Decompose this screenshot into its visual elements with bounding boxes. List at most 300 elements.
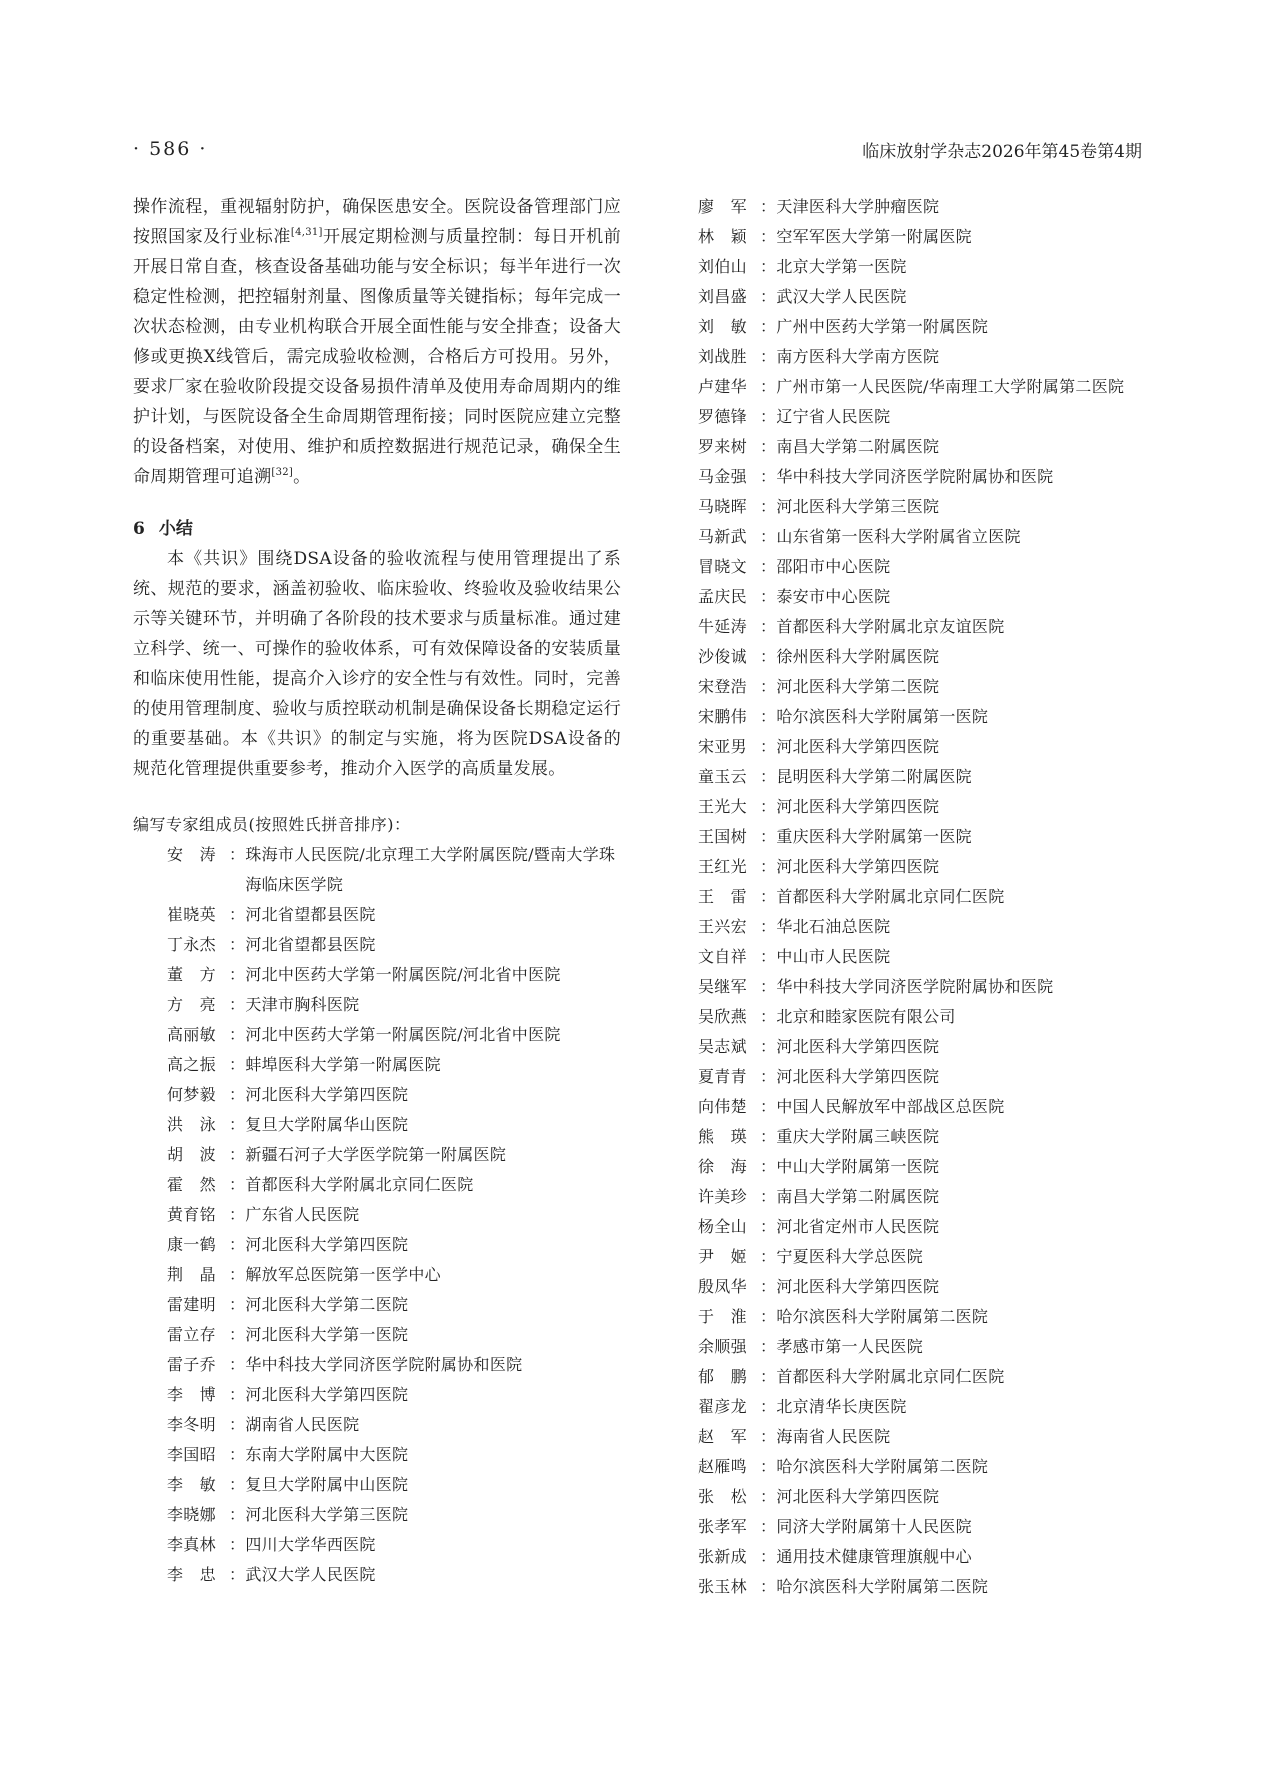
separator: ： — [760, 377, 777, 396]
expert-entry — [167, 1110, 621, 1140]
expert-institution: 蚌埠医科大学第一附属医院 — [245, 1055, 441, 1074]
separator: ： — [760, 887, 777, 906]
expert-name: 洪 泳 — [167, 1115, 216, 1134]
expert-name: 何梦毅 — [167, 1085, 216, 1104]
expert-institution: 广州中医药大学第一附属医院 — [776, 317, 989, 336]
separator: ： — [229, 1415, 246, 1434]
right-column — [698, 192, 1146, 1602]
expert-institution: 解放军总医院第一医学中心 — [245, 1265, 441, 1284]
expert-entry — [698, 792, 1146, 822]
expert-institution: 河北省望都县医院 — [245, 905, 376, 924]
expert-institution: 河北中医药大学第一附属医院/河北省中医院 — [245, 965, 561, 984]
separator: ： — [760, 527, 777, 546]
expert-name: 张玉林 — [698, 1577, 747, 1596]
expert-name: 吴志斌 — [698, 1037, 747, 1056]
separator: ： — [760, 257, 777, 276]
expert-name: 马新武 — [698, 527, 747, 546]
expert-institution: 河北医科大学第三医院 — [776, 497, 940, 516]
expert-entry — [698, 522, 1146, 552]
expert-institution: 北京和睦家医院有限公司 — [776, 1007, 956, 1026]
section-title: 小结 — [158, 519, 193, 539]
expert-entry — [698, 1572, 1146, 1602]
expert-entry — [167, 1050, 621, 1080]
expert-entry — [698, 1362, 1146, 1392]
separator: ： — [229, 845, 246, 864]
expert-name: 宋登浩 — [698, 677, 747, 696]
expert-entry — [698, 432, 1146, 462]
expert-name: 殷凤华 — [698, 1277, 747, 1296]
expert-entry — [698, 192, 1146, 222]
expert-institution: 武汉大学人民医院 — [245, 1565, 376, 1584]
expert-name: 丁永杰 — [167, 935, 216, 954]
separator: ： — [760, 1577, 777, 1596]
expert-institution: 新疆石河子大学医学院第一附属医院 — [245, 1145, 507, 1164]
expert-institution: 首都医科大学附属北京同仁医院 — [776, 1367, 1005, 1386]
expert-institution: 哈尔滨医科大学附属第一医院 — [776, 707, 989, 726]
expert-entry — [167, 1440, 621, 1470]
expert-entry — [698, 342, 1146, 372]
expert-name: 郁 鹏 — [698, 1367, 747, 1386]
expert-name: 宋鹏伟 — [698, 707, 747, 726]
expert-institution: 河北省望都县医院 — [245, 935, 376, 954]
expert-entry — [167, 1200, 621, 1230]
expert-institution: 泰安市中心医院 — [776, 587, 891, 606]
expert-entry — [698, 762, 1146, 792]
expert-entry — [167, 1020, 621, 1050]
separator: ： — [229, 1355, 246, 1374]
expert-entry — [167, 1140, 621, 1170]
separator: ： — [229, 1145, 246, 1164]
separator: ： — [760, 317, 777, 336]
expert-name: 黄育铭 — [167, 1205, 216, 1224]
expert-entry — [698, 402, 1146, 432]
expert-entry — [698, 912, 1146, 942]
expert-name: 雷建明 — [167, 1295, 216, 1314]
separator: ： — [760, 1037, 777, 1056]
paragraph-text: 操作流程，重视辐射防护，确保医患安全。医院设备管理部门应按照国家及行业标准 — [133, 197, 621, 247]
separator: ： — [760, 707, 777, 726]
expert-name: 张新成 — [698, 1547, 747, 1566]
expert-institution: 通用技术健康管理旗舰中心 — [776, 1547, 972, 1566]
expert-institution: 邵阳市中心医院 — [776, 557, 891, 576]
paragraph-summary: 本《共识》围绕DSA设备的验收流程与使用管理提出了系统、规范的要求，涵盖初验收、临床验收、终验收及验收结果公示等关键环节，并明确了各阶段的技术要求与质量标准。通过建立科学、统一、可操作的验收体系，可有效保障设备的安装质量和临床使用性能，提高介入诊疗的安全性与有效性。同时，完善的使用管理制度、验收与质控联动机制是确保设备长期稳定运行的重要基础。本《共识》的制定与实施，将为医院DSA设备的规范化管理提供重要参考，推动介入医学的高质量发展。 — [133, 549, 621, 779]
expert-entry — [167, 900, 621, 930]
expert-entry — [167, 1530, 621, 1560]
expert-institution: 海南省人民医院 — [776, 1427, 891, 1446]
expert-entry — [167, 990, 621, 1020]
separator: ： — [760, 677, 777, 696]
expert-name: 徐 海 — [698, 1157, 747, 1176]
separator: ： — [760, 1487, 777, 1506]
expert-entry — [698, 1122, 1146, 1152]
expert-institution: 山东省第一医科大学附属省立医院 — [776, 527, 1021, 546]
expert-name: 罗来树 — [698, 437, 747, 456]
expert-institution: 河北医科大学第四医院 — [245, 1085, 409, 1104]
expert-name: 罗德锋 — [698, 407, 747, 426]
separator: ： — [229, 1385, 246, 1404]
expert-name: 高丽敏 — [167, 1025, 216, 1044]
expert-institution: 华中科技大学同济医学院附属协和医院 — [776, 467, 1054, 486]
expert-name: 童玉云 — [698, 767, 747, 786]
expert-institution: 华北石油总医院 — [776, 917, 891, 936]
expert-entry — [698, 1062, 1146, 1092]
expert-name: 康一鹤 — [167, 1235, 216, 1254]
expert-entry — [167, 1170, 621, 1200]
separator: ： — [760, 1367, 777, 1386]
separator: ： — [229, 1115, 246, 1134]
expert-institution: 中山大学附属第一医院 — [776, 1157, 940, 1176]
expert-name: 李冬明 — [167, 1415, 216, 1434]
expert-entry — [698, 1542, 1146, 1572]
expert-entry — [167, 840, 621, 900]
expert-institution: 武汉大学人民医院 — [776, 287, 907, 306]
expert-entry — [698, 1212, 1146, 1242]
expert-institution: 首都医科大学附属北京同仁医院 — [245, 1175, 474, 1194]
expert-institution: 河北医科大学第四医院 — [776, 1067, 940, 1086]
expert-entry — [167, 1260, 621, 1290]
expert-institution: 空军军医大学第一附属医院 — [776, 227, 972, 246]
separator: ： — [760, 797, 777, 816]
separator: ： — [229, 1025, 246, 1044]
expert-institution: 北京大学第一医院 — [776, 257, 907, 276]
expert-institution: 重庆大学附属三峡医院 — [776, 1127, 940, 1146]
expert-name: 安 涛 — [167, 845, 216, 864]
separator: ： — [760, 857, 777, 876]
expert-entry — [698, 312, 1146, 342]
expert-institution: 河北医科大学第四医院 — [245, 1385, 409, 1404]
expert-institution: 孝感市第一人民医院 — [776, 1337, 924, 1356]
separator: ： — [760, 1337, 777, 1356]
expert-entry — [167, 1410, 621, 1440]
expert-institution: 辽宁省人民医院 — [776, 407, 891, 426]
expert-name: 牛延涛 — [698, 617, 747, 636]
expert-entry — [698, 612, 1146, 642]
expert-name: 许美珍 — [698, 1187, 747, 1206]
separator: ： — [760, 197, 777, 216]
expert-entry — [167, 1350, 621, 1380]
expert-entry — [167, 1470, 621, 1500]
expert-entry — [698, 1272, 1146, 1302]
expert-entry — [167, 1290, 621, 1320]
expert-list-right — [698, 192, 1146, 1602]
expert-name: 王光大 — [698, 797, 747, 816]
separator: ： — [760, 1157, 777, 1176]
expert-institution: 珠海市人民医院/北京理工大学附属医院/暨南大学珠海临床医学院 — [245, 845, 616, 894]
expert-name: 廖 军 — [698, 197, 747, 216]
expert-entry — [698, 582, 1146, 612]
expert-entry — [167, 1320, 621, 1350]
paragraph-text: 开展定期检测与质量控制：每日开机前开展日常自查，核查设备基础功能与安全标识；每半年进行一次稳定性检测，把控辐射剂量、图像质量等关键指标；每年完成一次状态检测，由专业机构联合开展全面性能与安全排查；设备大修或更换X线管后，需完成验收检测，合格后方可投用。另外，要求厂家在验收阶段提交设备易损件清单及使用寿命周期内的维护计划，与医院设备全生命周期管理衔接；同时医院应建立完整的设备档案，对使用、维护和质控数据进行规范记录，确保全生命周期管理可追溯 — [133, 227, 621, 487]
expert-institution: 南方医科大学南方医院 — [776, 347, 940, 366]
expert-entry — [698, 552, 1146, 582]
expert-institution: 哈尔滨医科大学附属第二医院 — [776, 1577, 989, 1596]
section-heading — [133, 514, 621, 544]
expert-entry — [167, 1080, 621, 1110]
separator: ： — [760, 1307, 777, 1326]
expert-institution: 华中科技大学同济医学院附属协和医院 — [776, 977, 1054, 996]
separator: ： — [229, 1445, 246, 1464]
expert-name: 于 淮 — [698, 1307, 747, 1326]
expert-institution: 河北医科大学第四医院 — [776, 737, 940, 756]
expert-name: 胡 波 — [167, 1145, 216, 1164]
separator: ： — [760, 647, 777, 666]
expert-entry — [698, 1302, 1146, 1332]
separator: ： — [229, 1535, 246, 1554]
expert-entry — [698, 1182, 1146, 1212]
expert-entry — [167, 1500, 621, 1530]
expert-entry — [698, 222, 1146, 252]
expert-name: 王红光 — [698, 857, 747, 876]
separator: ： — [760, 587, 777, 606]
expert-name: 张孝军 — [698, 1517, 747, 1536]
expert-name: 李 忠 — [167, 1565, 216, 1584]
separator: ： — [760, 287, 777, 306]
expert-name: 高之振 — [167, 1055, 216, 1074]
paragraph-text: 。 — [293, 467, 311, 487]
expert-entry — [167, 1560, 621, 1590]
separator: ： — [760, 1007, 777, 1026]
expert-entry — [698, 372, 1146, 402]
expert-name: 翟彦龙 — [698, 1397, 747, 1416]
expert-name: 余顺强 — [698, 1337, 747, 1356]
expert-name: 李真林 — [167, 1535, 216, 1554]
separator: ： — [760, 407, 777, 426]
expert-name: 夏青青 — [698, 1067, 747, 1086]
expert-institution: 徐州医科大学附属医院 — [776, 647, 940, 666]
paragraph-equipment-management — [133, 192, 621, 492]
expert-entry — [698, 942, 1146, 972]
expert-entry — [167, 930, 621, 960]
expert-institution: 天津市胸科医院 — [245, 995, 360, 1014]
journal-title: 临床放射学杂志2026年第45卷第4期 — [862, 142, 1142, 162]
separator: ： — [760, 1517, 777, 1536]
expert-institution: 哈尔滨医科大学附属第二医院 — [776, 1457, 989, 1476]
expert-name: 尹 姬 — [698, 1247, 747, 1266]
expert-institution: 河北医科大学第四医院 — [776, 1277, 940, 1296]
expert-institution: 东南大学附属中大医院 — [245, 1445, 409, 1464]
expert-institution: 首都医科大学附属北京友谊医院 — [776, 617, 1005, 636]
expert-name: 杨全山 — [698, 1217, 747, 1236]
expert-entry — [698, 492, 1146, 522]
separator: ： — [229, 1565, 246, 1584]
expert-name: 方 亮 — [167, 995, 216, 1014]
expert-institution: 重庆医科大学附属第一医院 — [776, 827, 972, 846]
separator: ： — [760, 497, 777, 516]
separator: ： — [229, 935, 246, 954]
expert-name: 雷立存 — [167, 1325, 216, 1344]
expert-institution: 南昌大学第二附属医院 — [776, 1187, 940, 1206]
expert-institution: 四川大学华西医院 — [245, 1535, 376, 1554]
expert-institution: 河北医科大学第二医院 — [776, 677, 940, 696]
expert-name: 刘伯山 — [698, 257, 747, 276]
expert-name: 刘 敏 — [698, 317, 747, 336]
separator: ： — [229, 965, 246, 984]
separator: ： — [760, 347, 777, 366]
expert-name: 董 方 — [167, 965, 216, 984]
page-number: · 586 · — [133, 138, 208, 160]
expert-entry — [167, 1380, 621, 1410]
separator: ： — [760, 1067, 777, 1086]
expert-institution: 河北医科大学第三医院 — [245, 1505, 409, 1524]
expert-name: 文自祥 — [698, 947, 747, 966]
separator: ： — [760, 617, 777, 636]
separator: ： — [229, 905, 246, 924]
expert-entry — [698, 1332, 1146, 1362]
expert-entry — [698, 702, 1146, 732]
expert-institution: 广东省人民医院 — [245, 1205, 360, 1224]
separator: ： — [760, 767, 777, 786]
expert-institution: 湖南省人民医院 — [245, 1415, 360, 1434]
left-column — [133, 192, 621, 1590]
separator: ： — [229, 1205, 246, 1224]
expert-name: 吴欣燕 — [698, 1007, 747, 1026]
expert-entry — [698, 1392, 1146, 1422]
separator: ： — [760, 1247, 777, 1266]
expert-name: 李 敏 — [167, 1475, 216, 1494]
separator: ： — [760, 1397, 777, 1416]
expert-name: 赵 军 — [698, 1427, 747, 1446]
separator: ： — [760, 1217, 777, 1236]
expert-entry — [698, 252, 1146, 282]
separator: ： — [760, 227, 777, 246]
expert-name: 赵雁鸣 — [698, 1457, 747, 1476]
expert-name: 霍 然 — [167, 1175, 216, 1194]
separator: ： — [760, 557, 777, 576]
section-number: 6 — [133, 519, 145, 539]
expert-entry — [698, 882, 1146, 912]
expert-name: 雷子乔 — [167, 1355, 216, 1374]
expert-entry — [698, 1032, 1146, 1062]
expert-name: 熊 瑛 — [698, 1127, 747, 1146]
expert-institution: 河北省定州市人民医院 — [776, 1217, 940, 1236]
expert-name: 李国昭 — [167, 1445, 216, 1464]
expert-institution: 河北医科大学第四医院 — [776, 797, 940, 816]
separator: ： — [760, 1427, 777, 1446]
experts-list-title: 编写专家组成员(按照姓氏拼音排序)： — [133, 815, 411, 834]
expert-institution: 哈尔滨医科大学附属第二医院 — [776, 1307, 989, 1326]
expert-entry — [167, 960, 621, 990]
separator: ： — [229, 1295, 246, 1314]
expert-institution: 河北医科大学第四医院 — [776, 1037, 940, 1056]
expert-institution: 复旦大学附属华山医院 — [245, 1115, 409, 1134]
separator: ： — [760, 437, 777, 456]
separator: ： — [229, 1085, 246, 1104]
expert-entry — [167, 1230, 621, 1260]
expert-institution: 南昌大学第二附属医院 — [776, 437, 940, 456]
expert-institution: 河北医科大学第四医院 — [776, 1487, 940, 1506]
separator: ： — [229, 1505, 246, 1524]
expert-entry — [698, 282, 1146, 312]
separator: ： — [229, 1235, 246, 1254]
expert-institution: 河北医科大学第四医院 — [245, 1235, 409, 1254]
expert-institution: 首都医科大学附属北京同仁医院 — [776, 887, 1005, 906]
expert-entry — [698, 462, 1146, 492]
expert-name: 李 博 — [167, 1385, 216, 1404]
expert-entry — [698, 732, 1146, 762]
separator: ： — [760, 737, 777, 756]
expert-name: 崔晓英 — [167, 905, 216, 924]
citation-ref[interactable]: [4,31] — [290, 227, 323, 238]
expert-institution: 广州市第一人民医院/华南理工大学附属第二医院 — [776, 377, 1125, 396]
expert-entry — [698, 852, 1146, 882]
expert-name: 宋亚男 — [698, 737, 747, 756]
expert-name: 马金强 — [698, 467, 747, 486]
expert-name: 张 松 — [698, 1487, 747, 1506]
expert-institution: 昆明医科大学第二附属医院 — [776, 767, 972, 786]
separator: ： — [229, 1265, 246, 1284]
expert-name: 王国树 — [698, 827, 747, 846]
expert-name: 马晓晖 — [698, 497, 747, 516]
expert-entry — [698, 1512, 1146, 1542]
expert-entry — [698, 1482, 1146, 1512]
expert-entry — [698, 1152, 1146, 1182]
expert-entry — [698, 1242, 1146, 1272]
separator: ： — [760, 1277, 777, 1296]
expert-institution: 同济大学附属第十人民医院 — [776, 1517, 972, 1536]
expert-institution: 河北医科大学第一医院 — [245, 1325, 409, 1344]
separator: ： — [760, 467, 777, 486]
separator: ： — [760, 977, 777, 996]
separator: ： — [229, 1055, 246, 1074]
expert-name: 刘战胜 — [698, 347, 747, 366]
expert-name: 卢建华 — [698, 377, 747, 396]
expert-institution: 华中科技大学同济医学院附属协和医院 — [245, 1355, 523, 1374]
separator: ： — [760, 1457, 777, 1476]
expert-institution: 复旦大学附属中山医院 — [245, 1475, 409, 1494]
expert-entry — [698, 822, 1146, 852]
separator: ： — [229, 1325, 246, 1344]
expert-name: 荆 晶 — [167, 1265, 216, 1284]
expert-entry — [698, 642, 1146, 672]
expert-name: 刘昌盛 — [698, 287, 747, 306]
separator: ： — [760, 917, 777, 936]
expert-institution: 中国人民解放军中部战区总医院 — [776, 1097, 1005, 1116]
expert-institution: 天津医科大学肿瘤医院 — [776, 197, 940, 216]
expert-name: 吴继军 — [698, 977, 747, 996]
separator: ： — [229, 1175, 246, 1194]
expert-institution: 河北医科大学第四医院 — [776, 857, 940, 876]
expert-institution: 北京清华长庚医院 — [776, 1397, 907, 1416]
separator: ： — [760, 1547, 777, 1566]
expert-name: 孟庆民 — [698, 587, 747, 606]
expert-institution: 河北医科大学第二医院 — [245, 1295, 409, 1314]
separator: ： — [229, 995, 246, 1014]
separator: ： — [229, 1475, 246, 1494]
expert-institution: 宁夏医科大学总医院 — [776, 1247, 924, 1266]
expert-name: 李晓娜 — [167, 1505, 216, 1524]
separator: ： — [760, 1187, 777, 1206]
separator: ： — [760, 827, 777, 846]
expert-institution: 河北中医药大学第一附属医院/河北省中医院 — [245, 1025, 561, 1044]
expert-entry — [698, 672, 1146, 702]
expert-name: 王兴宏 — [698, 917, 747, 936]
expert-name: 林 颖 — [698, 227, 747, 246]
separator: ： — [760, 1097, 777, 1116]
expert-list-left — [133, 840, 621, 1590]
separator: ： — [760, 1127, 777, 1146]
expert-entry — [698, 972, 1146, 1002]
expert-entry — [698, 1092, 1146, 1122]
expert-name: 向伟楚 — [698, 1097, 747, 1116]
expert-name: 沙俊诚 — [698, 647, 747, 666]
expert-name: 王 雷 — [698, 887, 747, 906]
expert-institution: 中山市人民医院 — [776, 947, 891, 966]
citation-ref[interactable]: [32] — [271, 467, 294, 478]
separator: ： — [760, 947, 777, 966]
expert-entry — [698, 1452, 1146, 1482]
expert-entry — [698, 1002, 1146, 1032]
expert-name: 冒晓文 — [698, 557, 747, 576]
